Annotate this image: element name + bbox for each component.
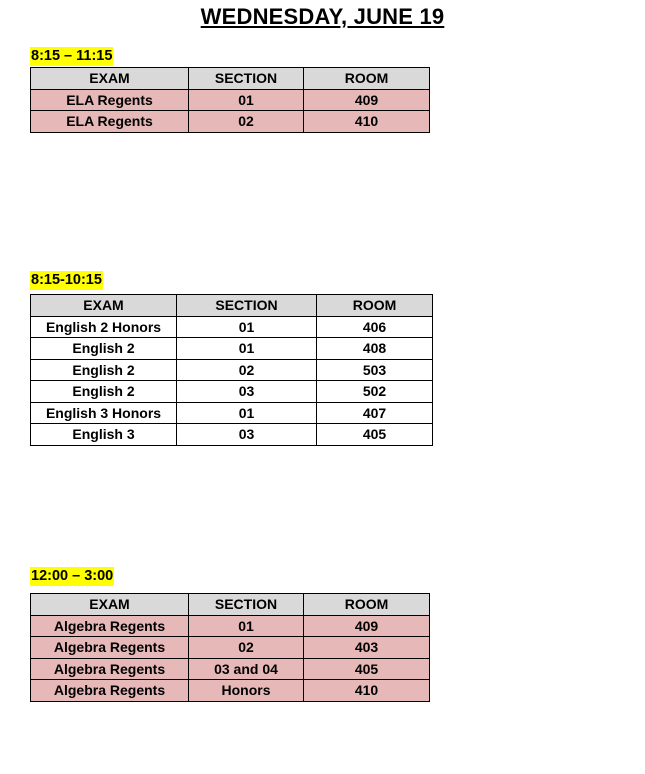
- table-header-row: [31, 295, 433, 317]
- table-row: [31, 381, 433, 403]
- room-column-header: ROOM: [317, 295, 433, 317]
- room-column-header: ROOM: [304, 68, 430, 90]
- table-row: [31, 658, 430, 680]
- section-cell: 01: [177, 338, 317, 360]
- table-header-row: [31, 594, 430, 616]
- session-time-label: 8:15 – 11:15: [31, 48, 113, 64]
- room-cell: 403: [304, 637, 430, 659]
- section-cell: 03 and 04: [189, 658, 304, 680]
- section-cell: 01: [177, 316, 317, 338]
- exam-cell: English 3: [31, 424, 177, 446]
- exam-cell: Algebra Regents: [31, 637, 189, 659]
- exam-cell: English 2: [31, 359, 177, 381]
- table-row: [31, 359, 433, 381]
- table-row: [31, 637, 430, 659]
- session-time-label: 8:15-10:15: [31, 272, 102, 288]
- table-header-row: [31, 68, 430, 90]
- exam-cell: Algebra Regents: [31, 680, 189, 702]
- section-cell: 03: [177, 381, 317, 403]
- section-cell: 02: [177, 359, 317, 381]
- table-row: [31, 615, 430, 637]
- exam-table: [30, 67, 430, 133]
- exam-cell: ELA Regents: [31, 89, 189, 111]
- section-cell: 02: [189, 637, 304, 659]
- table-row: [31, 316, 433, 338]
- exam-cell: ELA Regents: [31, 111, 189, 133]
- page-title: WEDNESDAY, JUNE 19: [200, 4, 445, 29]
- room-cell: 502: [317, 381, 433, 403]
- table-row: [31, 338, 433, 360]
- room-cell: 503: [317, 359, 433, 381]
- section-column-header: SECTION: [189, 68, 304, 90]
- table-row: [31, 111, 430, 133]
- exam-cell: English 3 Honors: [31, 402, 177, 424]
- room-cell: 409: [304, 89, 430, 111]
- session-time-label: 12:00 – 3:00: [31, 568, 114, 584]
- section-cell: 01: [189, 615, 304, 637]
- room-cell: 407: [317, 402, 433, 424]
- exam-column-header: EXAM: [31, 295, 177, 317]
- exam-cell: Algebra Regents: [31, 615, 189, 637]
- section-cell: 02: [189, 111, 304, 133]
- section-cell: 01: [177, 402, 317, 424]
- room-cell: 410: [304, 111, 430, 133]
- room-cell: 410: [304, 680, 430, 702]
- room-column-header: ROOM: [304, 594, 430, 616]
- room-cell: 408: [317, 338, 433, 360]
- exam-table: [30, 593, 430, 702]
- exam-cell: Algebra Regents: [31, 658, 189, 680]
- section-cell: 01: [189, 89, 304, 111]
- section-column-header: SECTION: [177, 295, 317, 317]
- exam-table: [30, 294, 433, 446]
- section-column-header: SECTION: [189, 594, 304, 616]
- section-cell: Honors: [189, 680, 304, 702]
- table-row: [31, 89, 430, 111]
- exam-cell: English 2 Honors: [31, 316, 177, 338]
- exam-column-header: EXAM: [31, 594, 189, 616]
- table-row: [31, 424, 433, 446]
- table-row: [31, 680, 430, 702]
- room-cell: 406: [317, 316, 433, 338]
- exam-cell: English 2: [31, 338, 177, 360]
- room-cell: 409: [304, 615, 430, 637]
- exam-column-header: EXAM: [31, 68, 189, 90]
- room-cell: 405: [304, 658, 430, 680]
- section-cell: 03: [177, 424, 317, 446]
- table-row: [31, 402, 433, 424]
- room-cell: 405: [317, 424, 433, 446]
- exam-cell: English 2: [31, 381, 177, 403]
